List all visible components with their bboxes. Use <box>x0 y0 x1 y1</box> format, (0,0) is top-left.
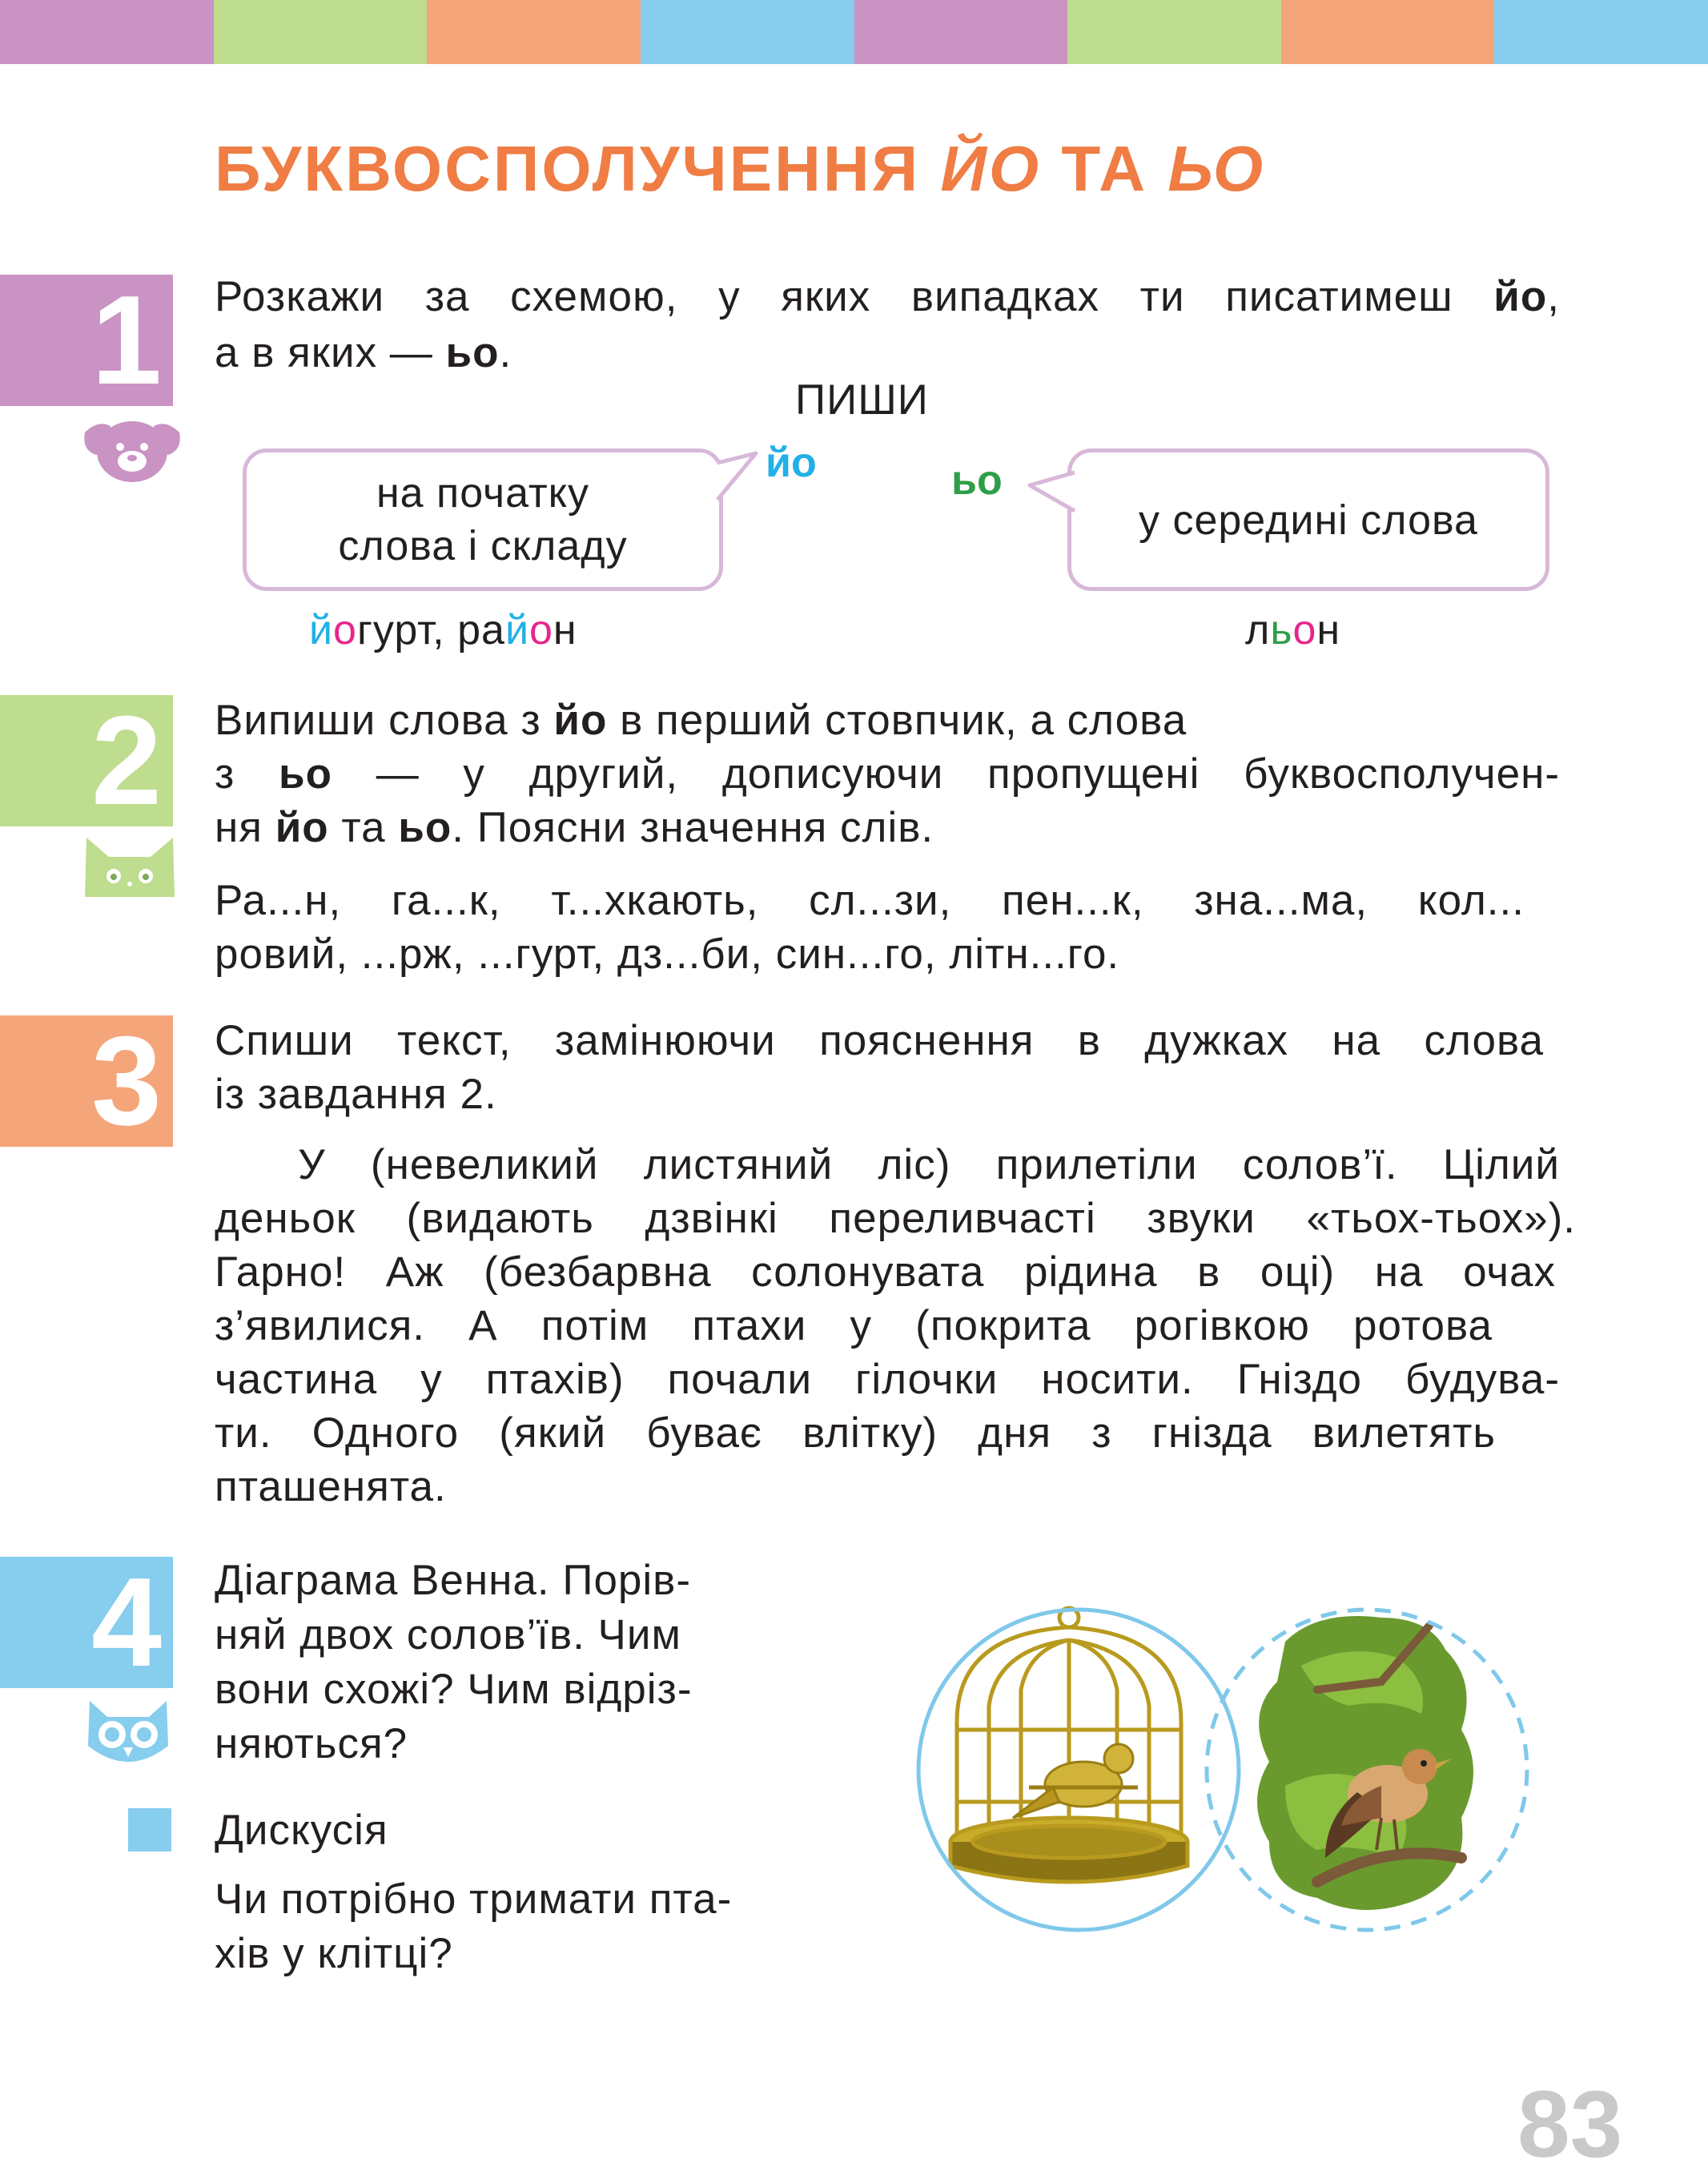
task-1-number: 1 <box>0 275 173 406</box>
task-1-instruction-line-1: Розкажи за схемою, у яких випадках ти писатимеш йо, <box>215 273 1560 320</box>
task-3-text-line: Гарно! Аж (безбарвна солонувата рідина в оці) на очах <box>215 1248 1556 1296</box>
task-2-words-line-1: Ра...н, га...к, т...хкають, сл...зи, пен...к, зна...ма, кол... <box>215 877 1525 924</box>
discussion-marker <box>128 1808 171 1851</box>
discussion-question-line-1: Чи потрібно тримати пта- <box>215 1875 733 1923</box>
stripe-segment <box>1494 0 1708 64</box>
right-bubble: у середині слова <box>1067 448 1549 591</box>
right-bubble-tail <box>1027 464 1075 537</box>
discussion-heading: Дискусія <box>215 1807 388 1854</box>
task-4-line: Діаграма Венна. Порів- <box>215 1557 691 1604</box>
stripe-segment <box>214 0 428 64</box>
task-3-instruction-line-2: із завдання 2. <box>215 1071 497 1118</box>
stripe-segment <box>854 0 1068 64</box>
dog-icon <box>78 415 186 484</box>
discussion-question-line-2: хів у клітці? <box>215 1930 453 1977</box>
caged-golden-nightingale <box>950 1608 1188 1882</box>
stripe-segment <box>427 0 641 64</box>
task-2-words-line-2: ровий, ...рж, ...гурт, дз...би, син...го, літн...го. <box>215 931 1120 978</box>
stripe-segment <box>0 0 214 64</box>
title-main: БУКВОСПОЛУЧЕННЯ <box>215 133 921 204</box>
top-color-stripe <box>0 0 1708 64</box>
task-3-text-line: частина у птахів) почали гілочки носити. Гніздо будува- <box>215 1356 1560 1403</box>
task-3-text-line: У (невеликий листяний ліс) прилетіли солов’ї. Цілий <box>298 1141 1560 1188</box>
owl-icon <box>78 1698 178 1773</box>
title-and: ТА <box>1061 133 1147 204</box>
page-number: 83 <box>1517 2072 1623 2177</box>
task-4-line: вони схожі? Чим відріз- <box>215 1666 693 1713</box>
title-soft-o: ЬО <box>1167 133 1266 204</box>
cat-icon <box>78 833 181 899</box>
task-3-instruction-line-1: Спиши текст, замінюючи пояснення в дужках на слова <box>215 1017 1544 1064</box>
left-bubble <box>243 448 723 591</box>
left-bubble-line-1: на початку <box>376 470 590 517</box>
example-words-left: йогурт, район <box>309 607 577 653</box>
nightingale-on-branch <box>1257 1616 1473 1910</box>
task-4-line: няй двох солов’їв. Чим <box>215 1611 681 1658</box>
task-2-instruction-line-3: ня йо та ьо. Поясни значення слів. <box>215 804 934 851</box>
left-bubble-tail <box>717 448 766 529</box>
venn-diagram <box>869 1578 1606 1978</box>
task-2-instruction-line-1: Випиши слова з йо в перший стовпчик, а слова <box>215 697 1188 744</box>
task-4-line: няються? <box>215 1720 408 1767</box>
stripe-segment <box>1281 0 1495 64</box>
task-3-text-line: з’явилися. А потім птахи у (покрита рогівкою ротова <box>215 1302 1493 1349</box>
title-yo: ЙО <box>940 133 1042 204</box>
task-2-number: 2 <box>0 695 173 826</box>
task-3-text-line: ти. Одного (який буває влітку) дня з гнізда вилетять <box>215 1409 1496 1457</box>
stripe-segment <box>1067 0 1281 64</box>
task-2-instruction-line-2: з ьо — у другий, дописуючи пропущені буквосполучен- <box>215 750 1560 798</box>
label-soft-o: ьо <box>951 457 1003 504</box>
task-4-number: 4 <box>0 1557 173 1688</box>
scheme-title: ПИШИ <box>795 376 929 424</box>
task-3-text-line: деньок (видають дзвінкі переливчасті звуки «тьох-тьох»). <box>215 1195 1576 1242</box>
example-words-right: льон <box>1245 607 1341 653</box>
label-yo: йо <box>766 440 817 486</box>
task-3-number: 3 <box>0 1015 173 1147</box>
page-title <box>215 132 1265 206</box>
left-bubble-line-2: слова і складу <box>338 523 628 569</box>
task-3-text-line: пташенята. <box>215 1463 447 1510</box>
task-1-instruction-line-2: а в яких — ьо. <box>215 329 512 376</box>
stripe-segment <box>641 0 854 64</box>
